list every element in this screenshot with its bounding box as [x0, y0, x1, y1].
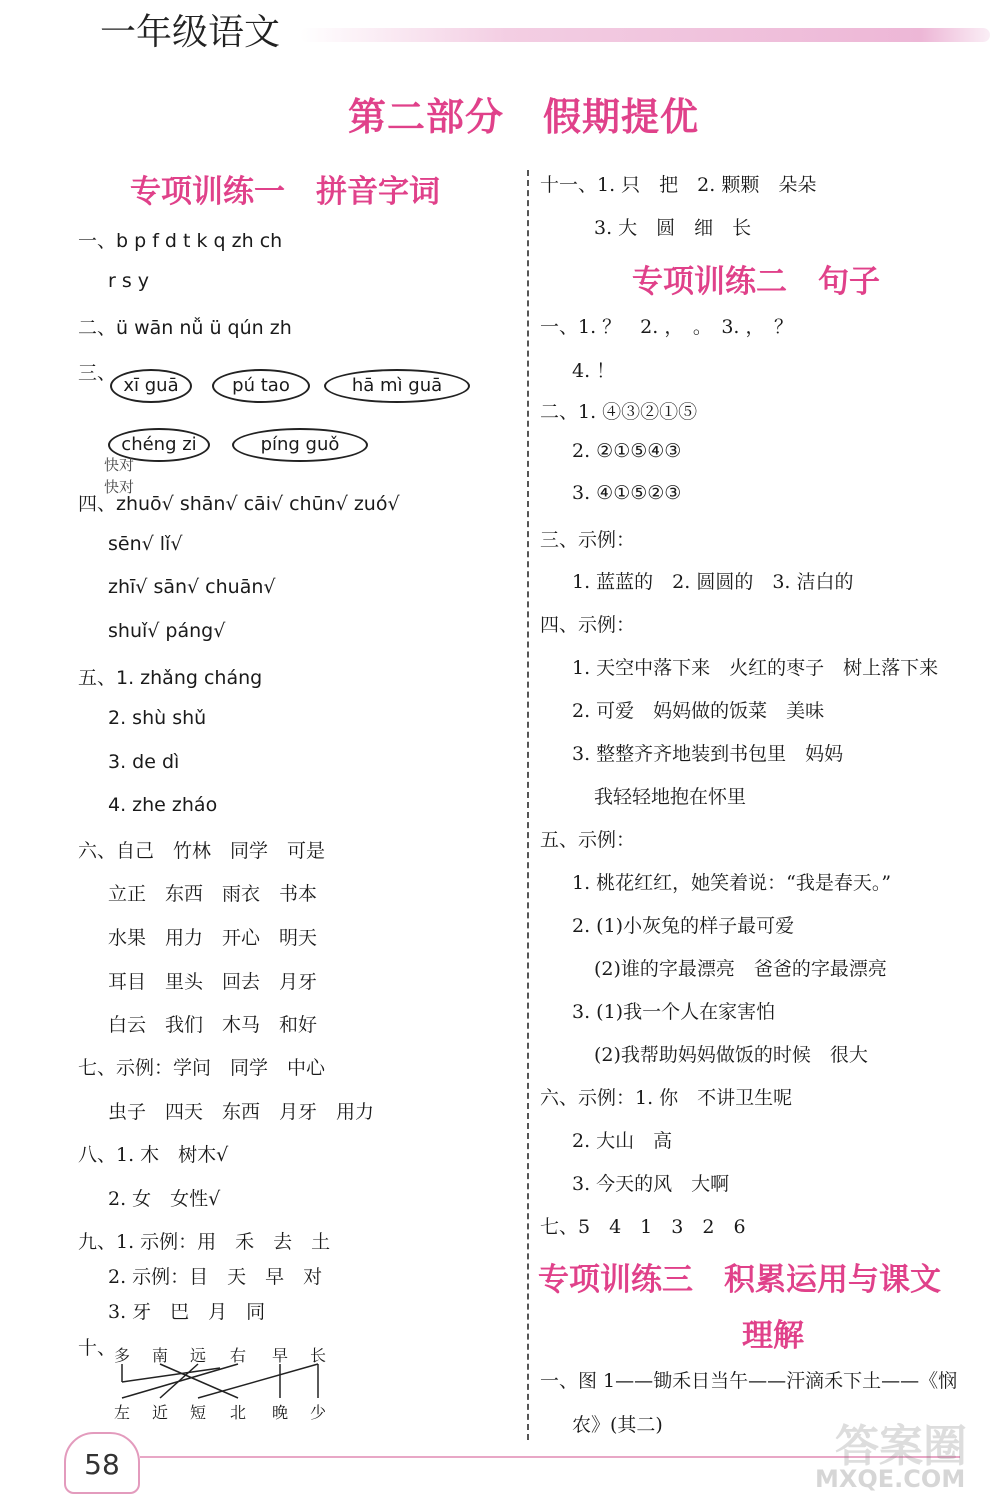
answer-line: shuǐ√ páng√: [108, 620, 226, 642]
answer-line: 一、b p f d t k q zh ch: [78, 230, 283, 252]
page-number: 58: [64, 1432, 140, 1494]
match-word-top: 多: [114, 1346, 131, 1365]
match-word-bottom: 晚: [272, 1403, 289, 1422]
match-word-bottom: 北: [230, 1403, 247, 1422]
answer-line: 立正 东西 雨衣 书本: [108, 883, 318, 905]
answer-line: (2)我帮助妈妈做饭的时候 很大: [594, 1044, 868, 1066]
answer-line: 2. 女 女性√: [108, 1188, 221, 1210]
match-word-bottom: 左: [114, 1403, 131, 1422]
answer-line: 六、自己 竹林 同学 可是: [78, 840, 326, 862]
answer-line: 2. ②①⑤④③: [572, 440, 682, 462]
handwritten-note: 快对: [104, 478, 135, 496]
answer-line: 一、图 1——锄禾日当午——汗滴禾下土——《悯: [540, 1370, 958, 1392]
match-word-top: 远: [190, 1346, 207, 1365]
answer-line: 3. 牙 巴 月 同: [108, 1301, 266, 1323]
answer-line: 农》(其二): [572, 1414, 663, 1436]
answer-line: 白云 我们 木马 和好: [108, 1014, 318, 1036]
column-divider: [527, 170, 529, 1440]
match-word-top: 南: [152, 1346, 169, 1365]
answer-line: 水果 用力 开心 明天: [108, 927, 318, 949]
answer-line: 四、示例：: [540, 614, 636, 636]
match-word-top: 右: [230, 1346, 247, 1365]
answer-line: 1. 蓝蓝的 2. 圆圆的 3. 洁白的: [572, 571, 854, 593]
answer-line: 九、1. 示例：用 禾 去 土: [78, 1231, 331, 1253]
match-word-bottom: 短: [190, 1403, 207, 1422]
answer-line: 3. ④①⑤②③: [572, 482, 682, 504]
book-title: 一年级语文: [100, 12, 281, 53]
section2-title: 专项训练二 句子: [632, 264, 880, 300]
answer-line: 八、1. 木 树木√: [78, 1144, 229, 1166]
section3-title: 专项训练三 积累运用与课文: [538, 1262, 941, 1298]
answer-line: 二、ü wān nǚ ü qún zh: [78, 317, 292, 339]
answer-line: 2. shù shǔ: [108, 707, 207, 729]
answer-line: 十一、1. 只 把 2. 颗颗 朵朵: [540, 174, 817, 196]
match-word-bottom: 少: [310, 1403, 327, 1422]
answer-line: 四、zhuō√ shān√ cāi√ chūn√ zuó√: [78, 493, 400, 515]
pinyin-oval: chéng zi: [108, 428, 210, 462]
answer-line: 七、5 4 1 3 2 6: [540, 1216, 746, 1238]
answer-line: 3. de dì: [108, 751, 180, 773]
pinyin-oval: hā mì guā: [324, 369, 470, 403]
answer-line: 耳目 里头 回去 月牙: [108, 971, 318, 993]
answer-line: 2. 大山 高: [572, 1130, 673, 1152]
header-decoration: [300, 28, 990, 42]
answer-line: 一、1. ？ 2. ， 。 3. ， ？: [540, 316, 794, 338]
part-title: 第二部分 假期提优: [348, 94, 700, 139]
answer-line: r s y: [108, 270, 150, 292]
pinyin-oval: píng guǒ: [232, 428, 368, 462]
answer-line: 2. 可爱 妈妈做的饭菜 美味: [572, 700, 825, 722]
answer-line: 3. 今天的风 大啊: [572, 1173, 730, 1195]
answer-line: 2. (1)小灰兔的样子最可爱: [572, 915, 795, 937]
answer-line: 3. 大 圆 细 长: [594, 217, 752, 239]
answer-line: 3. 整整齐齐地装到书包里 妈妈: [572, 743, 844, 765]
answer-line: sēn√ lǐ√: [108, 533, 183, 555]
answer-line: 1. 桃花红红，她笑着说：“我是春天。”: [572, 872, 892, 894]
question-label: 三、: [78, 362, 117, 384]
match-word-top: 长: [310, 1346, 327, 1365]
question-label: 十、: [78, 1337, 117, 1359]
section1-title: 专项训练一 拼音字词: [130, 174, 440, 210]
answer-line: 五、1. zhǎng cháng: [78, 667, 263, 689]
answer-line: 我轻轻地抱在怀里: [594, 786, 747, 808]
answer-line: 三、示例：: [540, 529, 636, 551]
watermark-logo: 答案圈: [835, 1421, 967, 1472]
watermark-url: MXQE.COM: [815, 1465, 966, 1493]
answer-line: 2. 示例：目 天 早 对: [108, 1266, 323, 1288]
answer-line: 虫子 四天 东西 月牙 用力: [108, 1101, 375, 1123]
answer-line: 4. zhe zháo: [108, 794, 218, 816]
answer-line: 3. (1)我一个人在家害怕: [572, 1001, 776, 1023]
answer-line: 六、示例：1. 你 不讲卫生呢: [540, 1087, 793, 1109]
answer-line: 五、示例：: [540, 829, 636, 851]
answer-line: (2)谁的字最漂亮 爸爸的字最漂亮: [594, 958, 887, 980]
match-word-bottom: 近: [152, 1403, 169, 1422]
match-word-top: 早: [272, 1346, 289, 1365]
matching-lines: [110, 1360, 340, 1402]
pinyin-oval: xī guā: [110, 369, 192, 403]
answer-line: 七、示例：学问 同学 中心: [78, 1057, 326, 1079]
answer-line: 4. ！: [572, 360, 616, 382]
pinyin-oval: pú tao: [212, 369, 310, 403]
section3-title-cont: 理解: [742, 1318, 804, 1354]
answer-line: 二、1. ④③②①⑤: [540, 401, 698, 423]
answer-line: zhī√ sān√ chuān√: [108, 576, 276, 598]
answer-line: 1. 天空中落下来 火红的枣子 树上落下来: [572, 657, 939, 679]
handwritten-note: 快对: [104, 456, 135, 474]
